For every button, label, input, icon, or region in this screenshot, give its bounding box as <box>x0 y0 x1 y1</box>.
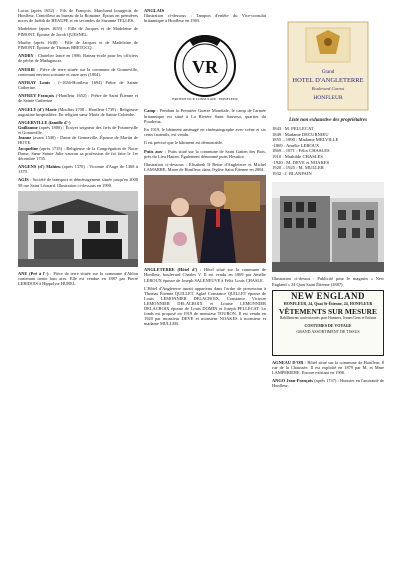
stamp-vice-consulate <box>144 26 266 104</box>
entry-angely: ANGELY (d') Marie (Moulins 1708 – Honfleur 1739) : Religieuse augustine hospitalière. En religion sœur Marie de Sainte Colombe. <box>18 106 138 117</box>
queen-mayor-image <box>144 175 266 263</box>
owner-row: 1932 : J. BLANPAIN <box>272 170 312 176</box>
entry-anfrey: ANFREY François (-Honfleur 1652) : Prêtre de Saint Étienne et de Sainte Catherine. <box>18 93 138 104</box>
entry-andry: ANDRY : Chatelier lancé en 1986. Bateau-école pour les officiers de pêche de Madagascar. <box>18 53 138 64</box>
ad-line-voyage: COSTUMES DE VOYAGE <box>304 323 352 328</box>
column-3 <box>272 8 384 391</box>
owner-row: -1920 : M. DEVE et NOAKES <box>272 159 330 165</box>
owners-list <box>272 126 384 176</box>
entry-camp: Camp : Pendant la Première Guerre Mondiale, le camp de l'armée britannique est situé à La Rivière Saint Sauveur, quartier du Poudreux. <box>144 108 266 124</box>
vice-consulate-stamp-image <box>144 26 266 104</box>
photo-agis-building <box>18 191 138 267</box>
column-1 <box>18 8 138 289</box>
entry-angens: ANGENS (d') Mahieu (après 1370) : Vicomte d'Auge de 1368 à 1370. <box>18 164 138 175</box>
entry-puits: Puits aux- : Puits situé sur la commune de Saint Gatien des Bois, près du Lieu Hatten. Également dénommé puits Hesutiot. <box>144 148 266 159</box>
owners-list-title: Liste non exhaustive des propriétaires <box>288 118 368 123</box>
entry-lucas: Lucas (après 1652) : Fils de François. Marchand bourgeois de Honfleur. Contrôleur au bureau de la Romaine. Époux en premières noces de Judith de BEAUPE et en secondes de Suzanne TELLES. <box>18 8 138 24</box>
owner-row: 1843 : M. PELLECAT <box>272 126 314 132</box>
card-line-hotel: HOTEL D'ANGLETERRE <box>292 77 364 84</box>
card-line-grand: Grand <box>321 70 335 75</box>
owner-row: -1869 : Amélie LEROUX <box>272 142 320 148</box>
new-england-caption: Illustration ci-dessus : Publicité pour le magasin « New England » 24 Quai Saint Étienne (1887). <box>272 276 384 287</box>
ad-headline: VÊTEMENTS SUR MESURE <box>279 306 377 316</box>
entry-camp-demontable: Il est précisé que le bâtiment est démontable. <box>144 140 224 146</box>
owner-row: 1855 – 1890 : Madame MELVILLE <box>272 137 339 143</box>
entry-anfray: ANFRAY Louis : (~1636-Honfleur 1694) Prêtre de Sainte Catherine. <box>18 79 138 91</box>
photo-street <box>272 182 384 272</box>
entry-madeleine: Madeleine (après 1655) : Fille de Jacques et de Madeleine de PIMONT. Épouse de Jacob QUESNEL. <box>18 26 138 37</box>
owner-row: 1920 – 1925 : M. MULLER <box>272 165 324 171</box>
ad-line-tissus: GRAND ASSORTIMENT DE TISSUS <box>296 329 360 335</box>
entry-marthe: Marthe (après 1648) : Fille de Jacques et de Madeleine de PIMONT. Épouse de Thomas BRETOCQ. <box>18 39 138 50</box>
entry-angerville: ANGERVILLE (famille d'-) Guillaume (après 1800) : Écuyer seigneur des fiefs de Fourneville et Gonneville. Jeanne (avant 1540) : Dame de Genneville. Épouse de Martin de HOYE. Jacqueline (après 1735) : Religieuse de la Congrégation de Notre Dame, Sœur Sainte Julie vauvan sa profession de foi faite le 1er décembre 1735. <box>18 120 138 161</box>
new-england-ad <box>272 290 384 356</box>
column-2 <box>144 8 266 330</box>
card-line-boulevard: Boulevard Carnot <box>311 86 345 91</box>
ad-title: NEW ENGLAND <box>290 290 366 301</box>
agis-building-image <box>18 191 138 267</box>
hotel-card <box>272 18 384 114</box>
owner-row: 1869 – 1871 : Félix CHASLES <box>272 148 330 154</box>
photo-queen-mayor <box>144 175 266 263</box>
entry-anglais-heading: ANGLAIS <box>144 8 165 13</box>
entry-ane: ANE (Pré à l'-) : Pièce de terre située sur la commune d'Ablon contenant trente huit ares. Elle est vendue en 1887 par Pierre LEBIDOIS à Hippolyte HUREL. <box>18 270 138 286</box>
card-line-city: HONFLEUR <box>313 95 343 101</box>
entry-hotel-angleterre-owners: L'Hôtel d'Angleterre aurait appartenu dans l'ordre de possession à Thomas Étienne QUILLET, Aglaé Constance QUILLET épouse de Louis LEMONNIER DELACROIX, Constance Victoire LEMONNIER DELACROIX et Louise LEMONNIER DELACROIX épouse de Louis DOMIN et Joseph PELLECAT. Le fonds est proposé en 1919 de monsieur TOURON. Il est vendu en 1920 par monsieur DEVE et monsieur NOAKES à monsieur et madame MULLER. <box>144 285 266 327</box>
hotel-card-image <box>272 18 384 114</box>
stamp-ring-text: BRITISH VICE CONSULATE · HONFLEUR <box>172 97 238 102</box>
entry-agneau-dor: AGNEAU D'OR : Hôtel situé sur la commune de Honfleur, 8 rue de la Chaussée. Il est exploité en 1879 par M. et Mme LAMPERIERE. Encore existant en 1900. <box>272 359 384 375</box>
entry-camp-1919: En 1919, le bâtiment aménagé en cinématographe avec scène et six cents fauteuils, est vendu. <box>144 126 266 138</box>
entry-anglais-caption: Illustration ci-dessous : Tampon d'entête du Vice-consulat britannique à Honfleur en 1903. <box>144 13 266 24</box>
entry-ango: ANGO Jean-François (après 1737) : Huissier en l'amirauté de Honfleur. <box>272 378 384 389</box>
ad-address: HONFLEUR, 24, Quai St-Étienne, 24, HONFLEUR <box>283 300 373 306</box>
owner-row: 1910 : Mathilde CHASLES <box>272 154 323 160</box>
entry-anerie: ANERIE : Pièce de terre située sur la commune de Gonneville, contenant environ soixante et onze ares (1804). <box>18 66 138 77</box>
street-image <box>272 182 384 272</box>
owner-row: 1849 : Madame DECURNIEU <box>272 131 329 137</box>
ad-line-confection: Habillements confectionnés pour Hommes, Jeunes Gens et Enfants <box>279 315 377 320</box>
entry-agis: AGIS : Société de transport et déménagement située jusqu'en 2008 58 rue Saint Léonard. Illustration ci-dessous en 1990. <box>18 177 138 188</box>
entry-hotel-angleterre: ANGLETERRE (Hôtel d') : Hôtel situé sur la commune de Honfleur, boulevard Charles V. Il est vendu en 1869 par Amélie LEROUX épouse de Joseph SALENEUVE à Félix Louis CHASLE. <box>144 267 267 283</box>
entry-elisabeth-caption: Illustration ci-dessous : Elisabeth II Reine d'Angleterre et Michel LAMARRE, Maire de Honfleur, dans l'église Saint Étienne en 2004. <box>144 161 266 173</box>
stamp-initials: VR <box>192 57 218 78</box>
